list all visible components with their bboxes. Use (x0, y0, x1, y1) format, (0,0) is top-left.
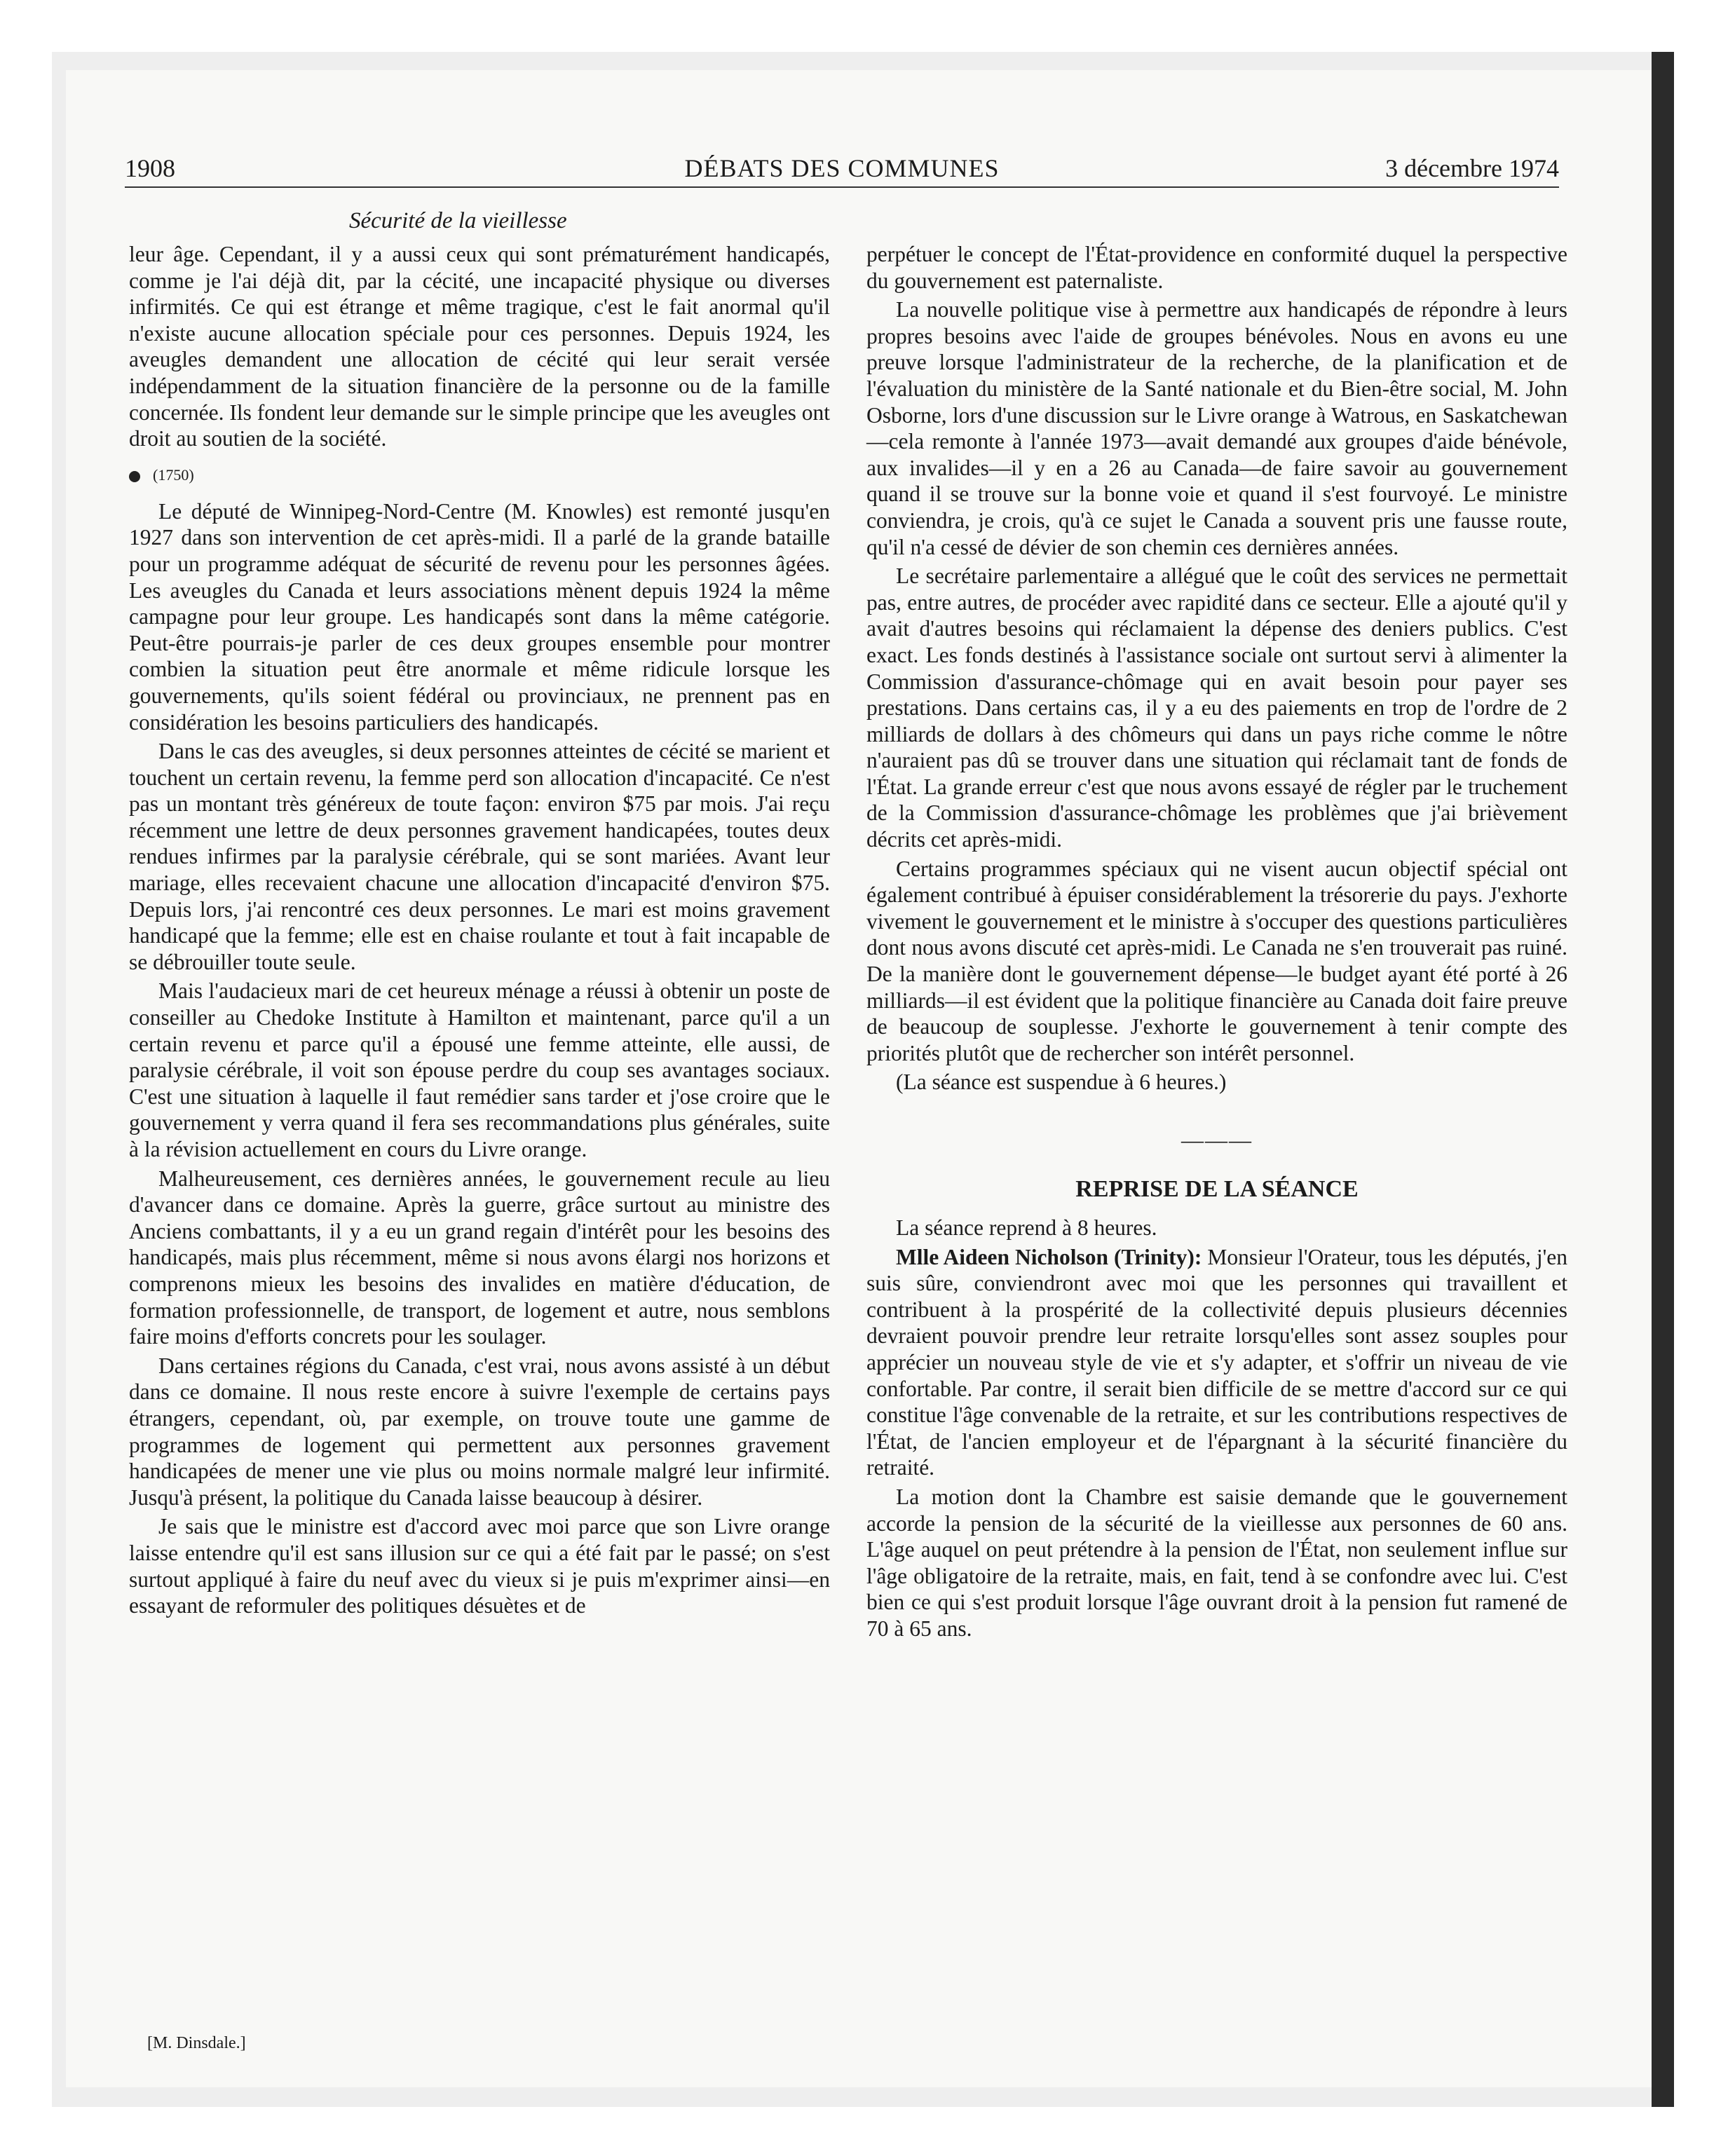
paragraph: Je sais que le ministre est d'accord avec moi parce que son Livre orange laisse entendre qu'il est sans illusion sur ce qui a été fait par le passé; on s'est surtout appliqué à faire du neuf avec du vieux si je puis m'exprimer ainsi—en essayant de reformuler des politiques désuètes et de (129, 1514, 830, 1618)
procedural-note: (La séance est suspendue à 6 heures.) (896, 1070, 1227, 1095)
header-rule (125, 186, 1559, 188)
paragraph: Malheureusement, ces dernières années, le gouvernement recule au lieu d'avancer dans ce domaine. Après la guerre, grâce surtout au ministre des Anciens combattants, il y a eu un grand regain d'intérêt pour les besoins des handicapés, mais plus récemment, même si nous avons élargi nos horizons et comprenons mieux les besoins des invalides en matière d'éducation, de formation professionnelle, de transport, de logement et autre, nous semblons faire moins d'efforts concrets pour les soulager. (129, 1166, 830, 1349)
section-divider: ——— (1181, 1127, 1253, 1152)
speech-text: Monsieur l'Orateur, tous les députés, j'en suis sûre, conviendront avec moi que les personnes qui travaillent et contribuent à la prospérité de la collectivité depuis plusieurs décennies devraient pouvoir prendre leur retraite lorsqu'elles sont assez souples pour apprécier un nouveau style de vie et s'y adapter, et s'offrir un niveau de vie confortable. Par contre, il serait bien difficile de se mettre d'accord sur ce qui constitue l'âge convenable de la retraite, et sur les contributions respectives de l'État, de l'ancien employeur et de l'épargnant à la sécurité financière du retraité. (866, 1244, 1567, 1480)
right-column (866, 241, 1567, 1645)
paragraph: Dans certaines régions du Canada, c'est vrai, nous avons assisté à un début dans ce domaine. Il nous reste encore à suivre l'exemple de certains pays étrangers, cependant, où, par exemple, on trouve toute une gamme de programmes de logement qui permettent aux personnes gravement handicapées de mener une vie plus ou moins normale malgré leur infirmité. Jusqu'à présent, la politique du Canada laisse beaucoup à désirer. (129, 1353, 830, 1510)
time-marker-label: (1750) (153, 465, 194, 484)
procedural-note: La séance reprend à 8 heures. (896, 1215, 1157, 1240)
paragraph: perpétuer le concept de l'État-providence en conformité duquel la perspective du gouvernement est paternaliste. (866, 242, 1567, 293)
time-marker (129, 465, 830, 486)
paragraph: Certains programmes spéciaux qui ne visent aucun objectif spécial ont également contribué à épuiser considérablement la trésorerie du pays. J'exhorte vivement le gouvernement et le ministre à s'occuper des questions particulières dont nous avons discuté cet après-midi. Le Canada ne s'en trouverait pas ruiné. De la manière dont le gouvernement dépense—le budget ayant été porté à 26 milliards—il est évident que la politique financière au Canada doit faire preuve de beaucoup de souplesse. J'exhorte le gouvernement à tenir compte des priorités plutôt que de rechercher son intérêt personnel. (866, 856, 1567, 1065)
paragraph: Mais l'audacieux mari de cet heureux ménage a réussi à obtenir un poste de conseiller au Chedoke Institute à Hamilton et maintenant, parce qu'il a un certain revenu et parce qu'il a épousé une femme atteinte, elle aussi, de paralysie cérébrale, il voit son épouse perdre du coup ses avantages sociaux. C'est une situation à laquelle il faut remédier sans tarder et j'ose croire que le gouvernement y verra quand il fera ses recommandations plus générales, suite à la révision actuellement en cours du Livre orange. (129, 978, 830, 1161)
page-number: 1908 (125, 154, 175, 182)
running-header (125, 149, 1559, 188)
paragraph: Dans le cas des aveugles, si deux personnes atteintes de cécité se marient et touchent un certain revenu, la femme perd son allocation d'incapacité. Ce n'est pas un montant très généreux de toute façon: environ $75 par mois. J'ai reçu récemment une lettre de deux personnes gravement handicapées, toutes deux rendues infirmes par la paralysie cérébrale, qui se sont mariées. Avant leur mariage, elles recevaient chacune une allocation d'incapacité d'environ $75. Depuis lors, j'ai rencontré ces deux personnes. Le mari est moins gravement handicapé que la femme; elle est en chaise roulante et tout à fait incapable de se débrouiller toute seule. (129, 739, 830, 974)
left-column (129, 241, 830, 1622)
paragraph: Le député de Winnipeg-Nord-Centre (M. Knowles) est remonté jusqu'en 1927 dans son intervention de cet après-midi. Il a parlé de la grande bataille pour un programme adéquat de sécurité de revenu pour les personnes âgées. Les aveugles du Canada et leurs associations mènent depuis 1924 la même campagne pour leur groupe. Les handicapés sont dans la même catégorie. Peut-être pourrais-je parler de ces deux groupes ensemble pour montrer combien la situation peut être anormale et même ridicule lorsque les gouvernements, qu'ils soient fédéral ou provinciaux, ne prennent pas en considération les besoins particuliers des handicapés. (129, 498, 830, 735)
paragraph: La nouvelle politique vise à permettre aux handicapés de répondre à leurs propres besoins avec l'aide de groupes bénévoles. Nous en avons eu une preuve lorsque l'administrateur de la recherche, de la planification et de l'évaluation du ministère de la Santé nationale et du Bien-être social, M. John Osborne, lors d'une discussion sur le Livre orange à Watrous, en Saskatchewan—cela remonte à l'année 1973—avait demandé aux groupes d'aide bénévole, aux invalides—il y en a 26 au Canada—de faire savoir au gouvernement quand il se trouve sur la bonne voie et quand il s'est fourvoyé. Le ministre conviendra, je crois, qu'à ce sujet le Canada a souvent pris une fausse route, qu'il n'a cessé de dévier de son chemin ces dernières années. (866, 297, 1567, 559)
speaker-attribution: [M. Dinsdale.] (147, 2034, 246, 2052)
paragraph: Le secrétaire parlementaire a allégué que le coût des services ne permettait pas, entre autres, de procéder avec rapidité dans ce secteur. Elle a ajouté qu'il y avait d'autres besoins qui réclamaient la dépense des deniers publics. C'est exact. Les fonds destinés à l'assistance sociale ont surtout servi à alimenter la Commission d'assurance-chômage qui en avait besoin pour payer ses prestations. Dans certains cas, il y a eu des paiements en trop de l'ordre de 2 milliards de dollars à des chômeurs qui dans un pays riche comme le nôtre n'auraient pas dû se trouver dans une situation qui réclamait tant de fonds de l'État. La grande erreur c'est que nous avons essayé de régler par le truchement de la Commission d'assurance-chômage les problèmes que j'ai brièvement décrits cet après-midi. (866, 564, 1567, 852)
paragraph: leur âge. Cependant, il y a aussi ceux qui sont prématurément handicapés, comme je l'ai déjà dit, par la cécité, une incapacité physique ou diverses infirmités. Ce qui est étrange et même tragique, c'est le fait anormal qu'il n'existe aucune allocation spéciale pour ces personnes. Depuis 1924, les aveugles demandent une allocation de cécité qui leur serait versée indépendamment de la situation financière de la personne ou de la famille concernée. Ils fondent leur demande sur le simple principe que les aveugles ont droit au soutien de la société. (129, 242, 830, 451)
speaker-name: Mlle Aideen Nicholson (Trinity): (896, 1244, 1202, 1269)
bullet-icon (129, 471, 140, 482)
publication-date: 3 décembre 1974 (1385, 154, 1559, 182)
publication-title: DÉBATS DES COMMUNES (684, 154, 1000, 182)
section-label: Sécurité de la vieillesse (349, 208, 567, 233)
scan-edge-shadow (1652, 52, 1674, 2107)
speech-paragraph (866, 1244, 1567, 1481)
paragraph: La motion dont la Chambre est saisie demande que le gouvernement accorde la pension de la sécurité de la vieillesse aux personnes de 60 ans. L'âge auquel on peut prétendre à la pension de l'État, non seulement influe sur l'âge obligatoire de la retraite, mais, en fait, tend à se confondre avec lui. C'est bien ce qui s'est produit lorsque l'âge ouvrant droit à la pension fut ramené de 70 à 65 ans. (866, 1484, 1567, 1641)
section-heading: REPRISE DE LA SÉANCE (1075, 1176, 1359, 1202)
